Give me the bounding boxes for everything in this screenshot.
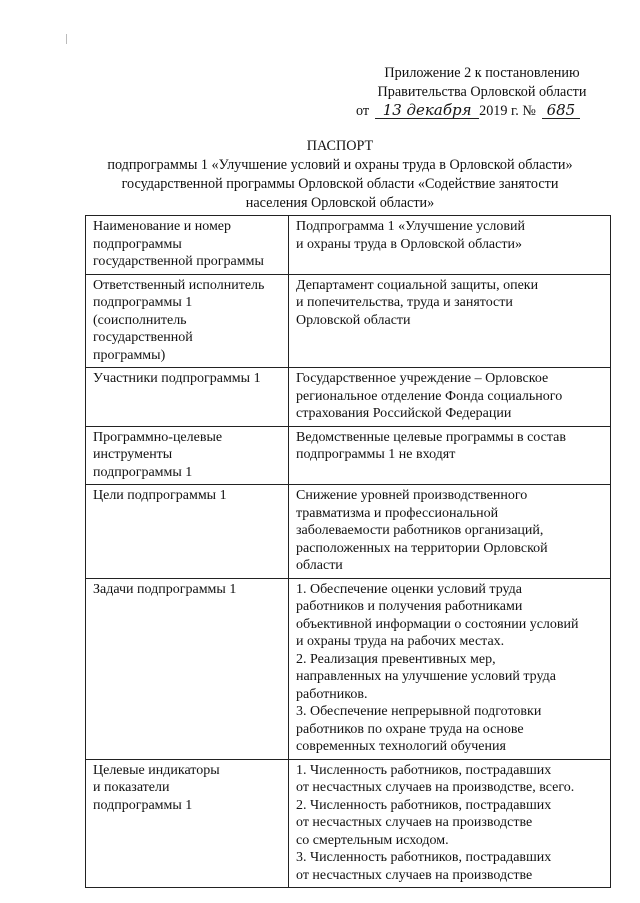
cell-line: государственной <box>93 330 193 345</box>
cell-line: (соисполнитель <box>93 312 187 328</box>
cell-line: программы) <box>93 347 166 363</box>
cell-line: страхования Российской Федерации <box>296 406 512 421</box>
row-label-cell <box>86 274 289 368</box>
table-row <box>86 578 611 759</box>
cell-line: работников. <box>296 686 368 702</box>
cell-line: 1. Обеспечение оценки условий труда <box>296 581 522 597</box>
cell-line: объективной информации о состоянии условий <box>296 616 579 632</box>
cell-line: подпрограммы 1 <box>93 797 193 813</box>
cell-line: Ведомственные целевые программы в состав <box>296 429 566 445</box>
cell-line: Цели подпрограммы 1 <box>93 488 227 503</box>
cell-line: региональное отделение Фонда социального <box>296 388 563 404</box>
cell-line: со смертельным исходом. <box>296 832 449 848</box>
appendix-header <box>352 64 612 121</box>
table-row <box>86 759 611 888</box>
cell-line: Государственное учреждение – Орловское <box>296 371 549 386</box>
row-label-cell <box>86 485 289 579</box>
cell-line: области <box>296 558 343 573</box>
table-row <box>86 274 611 368</box>
cell-line: от несчастных случаев на производстве <box>296 867 533 883</box>
cell-line: и охраны труда в Орловской области» <box>296 236 522 252</box>
year-label: 2019 г. № <box>479 103 536 119</box>
cell-line: и показатели <box>93 780 170 795</box>
cell-line: Задачи подпрограммы 1 <box>93 581 237 597</box>
date-prefix: от <box>356 103 370 119</box>
appendix-line-3 <box>352 102 612 121</box>
cell-line: 2. Реализация превентивных мер, <box>296 651 496 667</box>
cell-line: и попечительства, труда и занятости <box>296 295 513 310</box>
row-value-cell <box>289 485 611 579</box>
cell-line: Ответственный исполнитель <box>93 277 265 293</box>
appendix-line-1: Приложение 2 к постановлению <box>384 65 580 81</box>
cell-line: 2. Численность работников, пострадавших <box>296 797 552 813</box>
cell-line: подпрограммы 1 <box>93 295 193 310</box>
title-line-1: подпрограммы 1 «Улучшение условий и охраны труда в Орловской области» <box>107 157 573 173</box>
cell-line: от несчастных случаев на производстве, всего. <box>296 780 575 795</box>
cell-line: подпрограммы <box>93 236 182 252</box>
title-line-2: государственной программы Орловской области «Содействие занятости <box>121 176 559 192</box>
table-row <box>86 368 611 427</box>
row-label-cell <box>86 216 289 275</box>
row-value-cell <box>289 426 611 485</box>
table-row <box>86 485 611 579</box>
cell-line: государственной программы <box>93 254 264 269</box>
cell-line: подпрограммы 1 <box>93 464 193 480</box>
cell-line: Участники подпрограммы 1 <box>93 371 261 386</box>
passport-table <box>85 215 611 888</box>
cell-line: 3. Обеспечение непрерывной подготовки <box>296 704 542 719</box>
cell-line: и охраны труда на рабочих местах. <box>296 634 505 649</box>
cell-line: работников по охране труда на основе <box>296 721 524 737</box>
title-line-3: населения Орловской области» <box>245 195 435 211</box>
cell-line: Наименование и номер <box>93 219 232 234</box>
row-value-cell <box>289 368 611 427</box>
row-label-cell <box>86 368 289 427</box>
row-label-cell <box>86 426 289 485</box>
table-row <box>86 426 611 485</box>
cell-line: 3. Численность работников, пострадавших <box>296 850 552 865</box>
title-heading: ПАСПОРТ <box>306 138 374 154</box>
scan-mark <box>66 34 67 44</box>
cell-line: травматизма и профессиональной <box>296 505 499 521</box>
cell-line: современных технологий обучения <box>296 739 506 754</box>
cell-line: Подпрограмма 1 «Улучшение условий <box>296 219 525 234</box>
row-value-cell <box>289 759 611 888</box>
row-value-cell <box>289 216 611 275</box>
cell-line: инструменты <box>93 447 173 462</box>
row-label-cell <box>86 578 289 759</box>
cell-line: расположенных на территории Орловской <box>296 540 548 556</box>
appendix-line-2: Правительства Орловской области <box>377 84 587 100</box>
cell-line: Орловской области <box>296 312 411 328</box>
handwritten-number: 685 <box>542 103 580 119</box>
cell-line: Департамент социальной защиты, опеки <box>296 277 539 293</box>
cell-line: подпрограммы 1 не входят <box>296 447 456 462</box>
row-value-cell <box>289 274 611 368</box>
passport-table-body <box>86 216 611 888</box>
row-value-cell <box>289 578 611 759</box>
cell-line: Целевые индикаторы <box>93 762 220 778</box>
cell-line: Снижение уровней производственного <box>296 488 528 503</box>
cell-line: работников и получения работниками <box>296 599 523 614</box>
cell-line: Программно-целевые <box>93 429 223 445</box>
cell-line: от несчастных случаев на производстве <box>296 815 533 830</box>
table-row <box>86 216 611 275</box>
cell-line: 1. Численность работников, пострадавших <box>296 762 552 778</box>
handwritten-date: 13 декабря <box>375 103 479 119</box>
cell-line: заболеваемости работников организаций, <box>296 523 544 538</box>
row-label-cell <box>86 759 289 888</box>
cell-line: направленных на улучшение условий труда <box>296 669 556 684</box>
document-title <box>80 137 600 213</box>
